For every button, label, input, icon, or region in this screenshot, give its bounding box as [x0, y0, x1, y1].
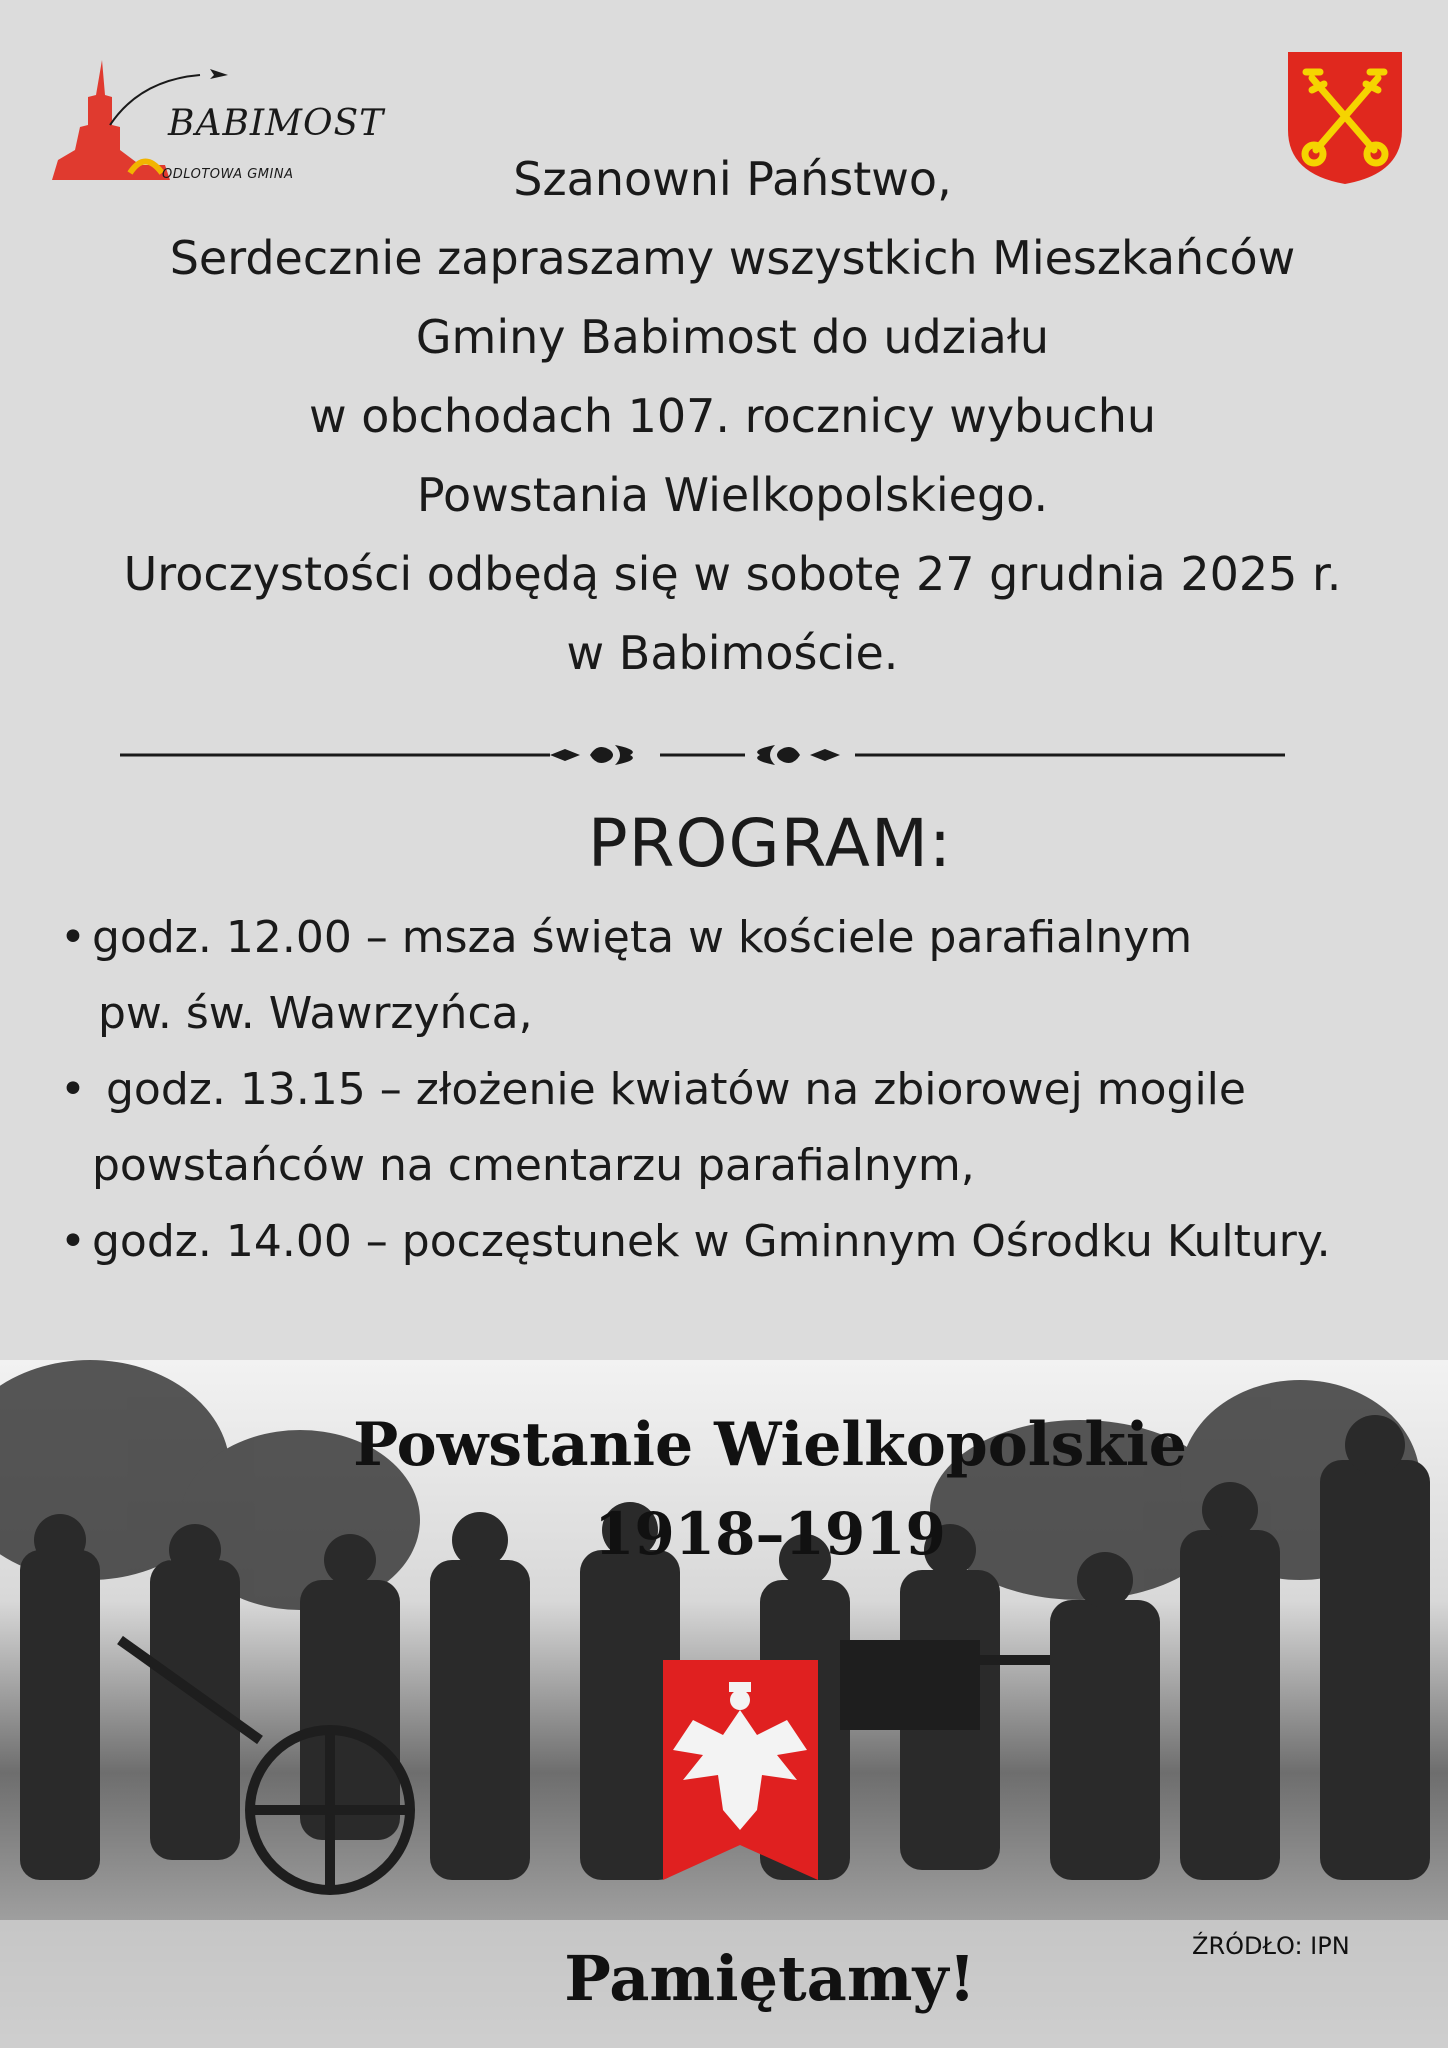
bullet-icon: • [60, 1216, 86, 1267]
program-item-continuation: pw. św. Wawrzyńca, [98, 988, 533, 1039]
intro-line: w Babimoście. [566, 626, 899, 680]
program-item-continuation: powstańców na cmentarzu parafialnym, [92, 1140, 975, 1191]
program-item-time: godz. 13.15 – złożenie kwiatów na zbiorowej mogile [92, 1064, 1246, 1115]
program-item [60, 1204, 1400, 1280]
program-item-time: godz. 14.00 – poczęstunek w Gminnym Ośrodku Kultury. [92, 1216, 1331, 1267]
intro-line: w obchodach 107. rocznicy wybuchu [308, 389, 1157, 443]
program-item [60, 1052, 1400, 1128]
bullet-icon: • [60, 1064, 86, 1115]
program-item-time: godz. 12.00 – msza święta w kościele parafialnym [92, 912, 1193, 963]
intro-line: Gminy Babimost do udziału [415, 310, 1050, 364]
invitation-text [60, 140, 1405, 693]
logo-name: BABIMOST [168, 103, 385, 144]
intro-line: Uroczystości odbędą się w sobotę 27 grudnia 2025 r. [123, 547, 1342, 601]
historical-photo [0, 1360, 1448, 2048]
photo-title: Powstanie Wielkopolskie [353, 1410, 1187, 1480]
white-eagle-banner-icon [663, 1660, 818, 1880]
program-item [60, 900, 1400, 976]
program-title: PROGRAM: [587, 805, 953, 882]
photo-years: 1918–1919 [594, 1500, 946, 1568]
bullet-icon: • [60, 912, 86, 963]
logo-tagline: ODLOTOWA GMINA [162, 167, 294, 182]
intro-line: Szanowni Państwo, [513, 152, 952, 206]
closing-slogan: Pamiętamy! [564, 1942, 976, 2015]
intro-line: Serdecznie zapraszamy wszystkich Mieszkańców [169, 231, 1296, 285]
intro-line: Powstania Wielkopolskiego. [416, 468, 1049, 522]
ornamental-divider [120, 740, 1285, 770]
program-list [60, 900, 1400, 1280]
photo-source: ŹRÓDŁO: IPN [1192, 1932, 1350, 1960]
